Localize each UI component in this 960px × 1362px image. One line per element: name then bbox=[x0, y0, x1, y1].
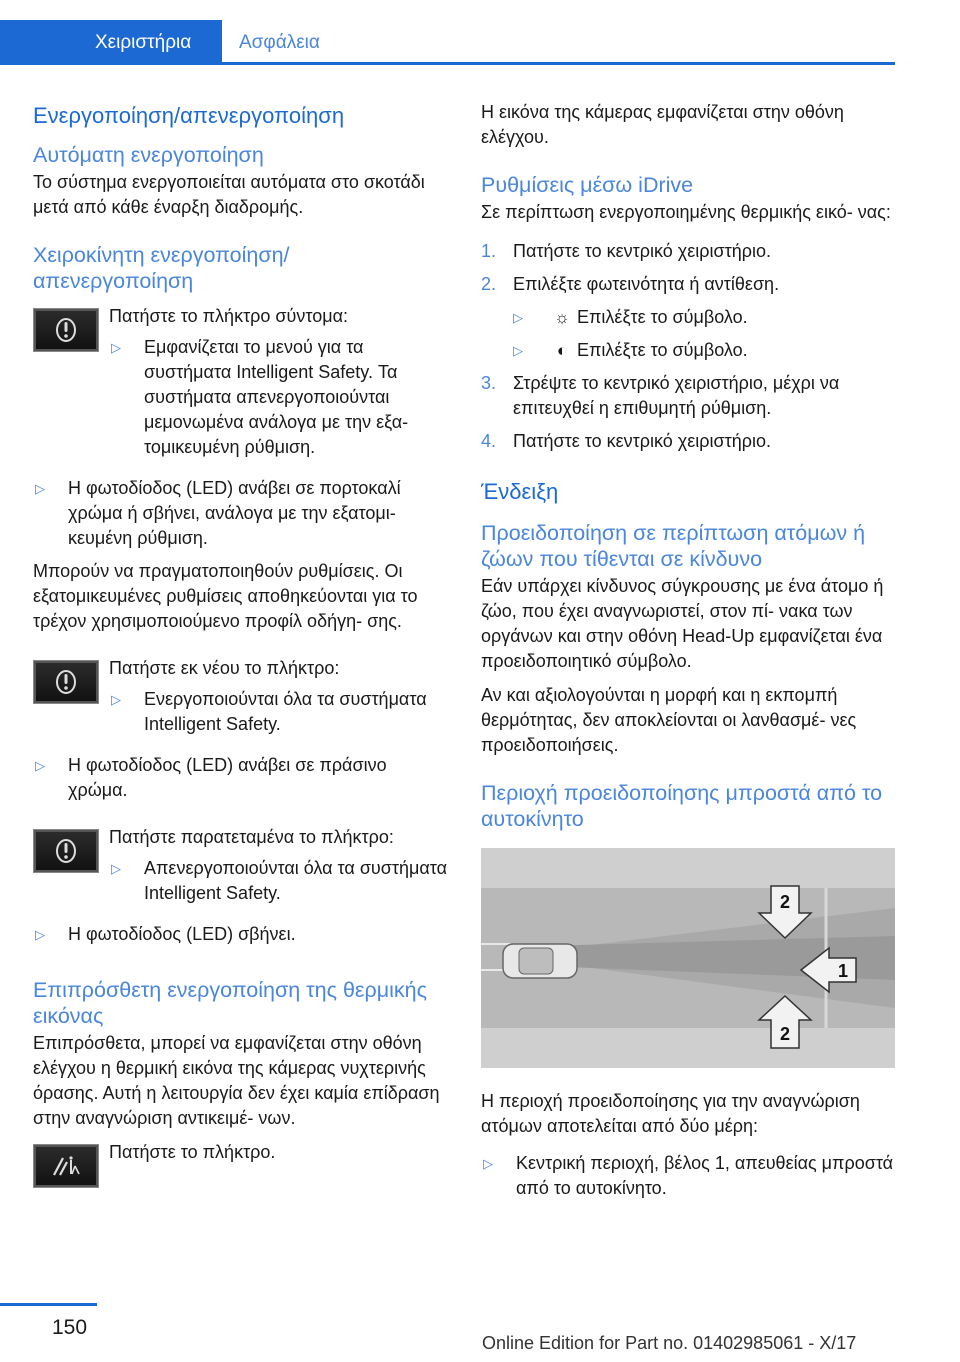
intelligent-safety-icon bbox=[55, 669, 77, 695]
key4-text: Πατήστε το πλήκτρο. bbox=[109, 1142, 276, 1162]
intelligent-safety-button-icon bbox=[33, 308, 99, 352]
camera-text: Η εικόνα της κάμερας εμφανίζεται στην οθόνη ελέγχου. bbox=[481, 102, 844, 147]
warning-text-2: Αν και αξιολογούνται η μορφή και η εκπομπή θερμότητας, δεν αποκλείονται οι λανθασμέ- νες προειδοποιήσεις. bbox=[481, 685, 857, 755]
subtitle-warning: Προειδοποίηση σε περίπτωση ατόμων ή ζώων που τίθενται σε κίνδυνο bbox=[481, 521, 866, 571]
intelligent-safety-icon bbox=[55, 317, 77, 343]
left-column bbox=[33, 100, 451, 1196]
triangle-right-icon: ▷ bbox=[35, 481, 45, 496]
edition-text: Online Edition for Part no. 01402985061 - X/17 bbox=[482, 1333, 857, 1353]
led-orange-bullet: ▷ Η φωτοδίοδος (LED) ανάβει σε πορτοκαλί χρώμα ή σβήνει, ανάλογα με την εξατομι- κευμένη ρύθμιση. bbox=[33, 476, 451, 551]
tab-controls[interactable]: Χειριστήρια bbox=[0, 20, 222, 62]
subtitle-thermal: Επιπρόσθετη ενεργοποίηση της θερμικής εικόνας bbox=[33, 978, 427, 1028]
led-off-bullet: ▷ Η φωτοδίοδος (LED) σβήνει. bbox=[33, 922, 451, 947]
tab-safety[interactable]: Ασφάλεια bbox=[239, 32, 320, 53]
key2-text: Πατήστε εκ νέου το πλήκτρο: bbox=[109, 658, 340, 678]
key2-bullet: ▷ Ενεργοποιούνται όλα τα συστήματα Intelligent Safety. bbox=[109, 687, 451, 737]
idrive-intro: Σε περίπτωση ενεργοποιημένης θερμικής εικό- νας: bbox=[481, 202, 891, 222]
triangle-right-icon: ▷ bbox=[35, 758, 45, 773]
key3-text: Πατήστε παρατεταμένα το πλήκτρο: bbox=[109, 827, 394, 847]
sun-icon: ☼ bbox=[554, 308, 570, 327]
step-3: 3. Στρέψτε το κεντρικό χειριστήριο, μέχρι να επιτευχθεί η επιθυμητή ρύθμιση. bbox=[481, 373, 840, 418]
key1-text: Πατήστε το πλήκτρο σύντομα: bbox=[109, 306, 349, 326]
subtitle-manual: Χειροκίνητη ενεργοποίηση/ απενεργοποίηση bbox=[33, 243, 290, 293]
section-title-display: Ένδειξη bbox=[481, 479, 559, 504]
warning-area-diagram bbox=[481, 848, 895, 1068]
triangle-right-icon: ▷ bbox=[513, 310, 523, 325]
step-4: 4. Πατήστε το κεντρικό χειριστήριο. bbox=[481, 431, 771, 451]
section-title-activation: Ενεργοποίηση/απενεργοποίηση bbox=[33, 103, 345, 128]
triangle-right-icon: ▷ bbox=[111, 692, 121, 707]
subtitle-idrive: Ρυθμίσεις μέσω iDrive bbox=[481, 173, 694, 197]
key-block-thermal bbox=[33, 1140, 451, 1188]
intelligent-safety-button-icon bbox=[33, 660, 99, 704]
triangle-right-icon: ▷ bbox=[483, 1156, 493, 1171]
night-vision-icon bbox=[51, 1154, 81, 1178]
page-number: 150 bbox=[52, 1316, 88, 1339]
header-tabs bbox=[0, 20, 895, 65]
svg-text:2: 2 bbox=[779, 892, 791, 912]
key-block-long bbox=[33, 825, 451, 914]
key-block-again bbox=[33, 656, 451, 745]
right-column bbox=[481, 100, 895, 1209]
triangle-right-icon: ▷ bbox=[111, 340, 121, 355]
area-bullet: ▷ Κεντρική περιοχή, βέλος 1, απευθείας μπροστά από το αυτοκίνητο. bbox=[481, 1151, 895, 1201]
key-block-short bbox=[33, 304, 451, 468]
sub-step-brightness: ▷ ☼ Επιλέξτε το σύμβολο. bbox=[513, 305, 895, 330]
intelligent-safety-button-icon bbox=[33, 829, 99, 873]
thermal-text: Επιπρόσθετα, μπορεί να εμφανίζεται στην οθόνη ελέγχου η θερμική εικόνα της κάμερας νυχτερινής όρασης. Αυτή η λειτουργία δεν έχει καμία επίδραση στην αναγνώριση αντικειμέ- νων. bbox=[33, 1033, 440, 1128]
warning-text-1: Εάν υπάρχει κίνδυνος σύγκρουσης με ένα άτομο ή ζώο, που έχει αναγνωριστεί, στον πί- νακα των οργάνων και στην οθόνη Head-Up εμφανίζεται ένα προειδοποιητικό σύμβολο. bbox=[481, 576, 884, 671]
subtitle-area: Περιοχή προειδοποίησης μπροστά από το αυτοκίνητο bbox=[481, 781, 883, 831]
car-top-view bbox=[503, 944, 577, 978]
subtitle-auto: Αυτόματη ενεργοποίηση bbox=[33, 143, 264, 167]
auto-text: Το σύστημα ενεργοποιείται αυτόματα στο σκοτάδι μετά από κάθε έναρξη διαδρομής. bbox=[33, 172, 425, 217]
svg-text:1: 1 bbox=[837, 961, 849, 981]
key3-bullet: ▷ Απενεργοποιούνται όλα τα συστήματα Intelligent Safety. bbox=[109, 856, 451, 906]
step-2: 2. Επιλέξτε φωτεινότητα ή αντίθεση. bbox=[481, 274, 780, 294]
intelligent-safety-icon bbox=[55, 838, 77, 864]
night-vision-button-icon bbox=[33, 1144, 99, 1188]
sub-step-contrast: ▷ ◐ Επιλέξτε το σύμβολο. bbox=[513, 338, 895, 363]
contrast-icon: ◐ bbox=[556, 341, 568, 360]
footer-accent-line bbox=[0, 1303, 97, 1306]
key1-bullet: ▷ Εμφανίζεται το μενού για τα συστήματα Intelligent Safety. Τα συστήματα απενεργοποιούνται μεμονωμένα ανάλογα με την εξα- τομικευμένη ρύθμιση. bbox=[109, 335, 451, 460]
svg-text:2: 2 bbox=[779, 1024, 791, 1044]
settings-text: Μπορούν να πραγματοποιηθούν ρυθμίσεις. Οι εξατομικευμένες ρυθμίσεις αποθηκεύονται για το τρέχον χρησιμοποιούμενο προφίλ οδήγη- σης. bbox=[33, 561, 418, 631]
step-1: 1. Πατήστε το κεντρικό χειριστήριο. bbox=[481, 241, 771, 261]
led-green-bullet: ▷ Η φωτοδίοδος (LED) ανάβει σε πράσινο χρώμα. bbox=[33, 753, 451, 803]
triangle-right-icon: ▷ bbox=[513, 343, 523, 358]
triangle-right-icon: ▷ bbox=[35, 927, 45, 942]
triangle-right-icon: ▷ bbox=[111, 861, 121, 876]
area-text: Η περιοχή προειδοποίησης για την αναγνώριση ατόμων αποτελείται από δύο μέρη: bbox=[481, 1091, 860, 1136]
